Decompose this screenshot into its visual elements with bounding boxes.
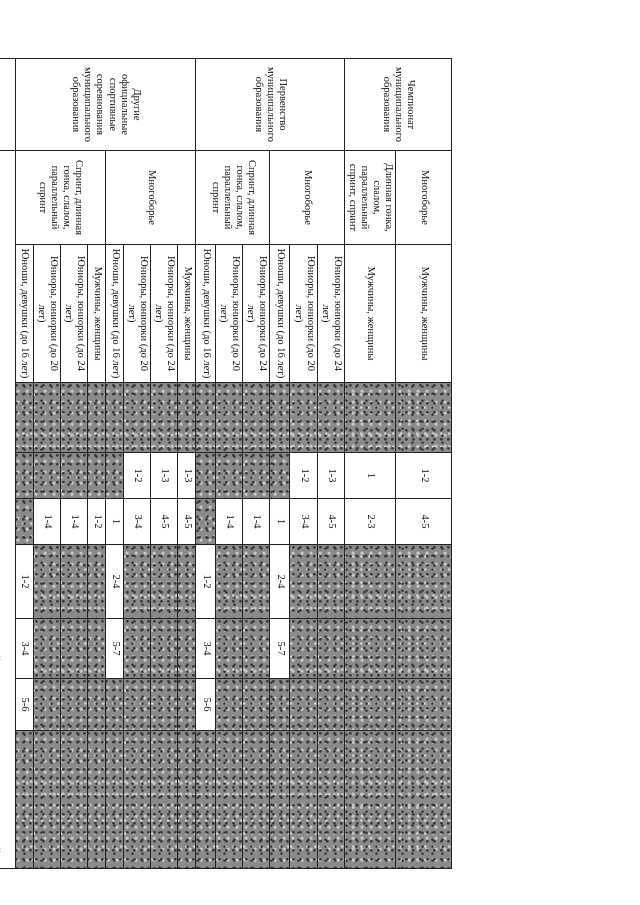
- shaded-cell: [243, 619, 270, 679]
- shaded-cell: [88, 731, 106, 869]
- discipline-cell: Многоборье: [106, 151, 196, 245]
- value-cell: 1-3: [317, 453, 344, 499]
- shaded-cell: [344, 619, 395, 679]
- shaded-cell: [317, 619, 344, 679]
- shaded-cell: [243, 383, 270, 453]
- shaded-cell: [33, 453, 60, 499]
- value-cell: 1-3: [178, 453, 196, 499]
- shaded-cell: [396, 383, 452, 453]
- group-cell: Юниоры, юниорки (до 24 лет): [60, 245, 87, 383]
- shaded-cell: [290, 679, 317, 731]
- shaded-cell: [124, 383, 151, 453]
- shaded-cell: [124, 731, 151, 869]
- shaded-cell: [33, 679, 60, 731]
- group-cell: Мужчины, женщины: [344, 245, 395, 383]
- shaded-cell: [290, 731, 317, 869]
- shaded-cell: [151, 619, 178, 679]
- value-cell: 1-2: [88, 499, 106, 545]
- shaded-cell: [196, 731, 216, 869]
- value-cell: 1-2: [15, 545, 33, 619]
- table-row: [0, 59, 15, 869]
- shaded-cell: [60, 731, 87, 869]
- value-cell: 1-3: [151, 453, 178, 499]
- shaded-cell: [33, 383, 60, 453]
- shaded-cell: [396, 619, 452, 679]
- table-row: [243, 59, 270, 869]
- shaded-cell: [178, 679, 196, 731]
- group-cell: Юниоры, юниорки (до 24 лет): [243, 245, 270, 383]
- shaded-cell: [270, 679, 290, 731]
- value-cell: 1: [270, 499, 290, 545]
- shaded-cell: [344, 545, 395, 619]
- shaded-cell: [106, 383, 124, 453]
- group-cell: Мужчины, женщины: [88, 245, 106, 383]
- group-cell: Юниоры, юниорки (до 20 лет): [290, 245, 317, 383]
- value-cell: 1-4: [216, 499, 243, 545]
- shaded-cell: [15, 453, 33, 499]
- shaded-cell: [124, 545, 151, 619]
- shaded-cell: [15, 499, 33, 545]
- shaded-cell: [290, 619, 317, 679]
- table-row: [88, 59, 106, 869]
- group-cell: Юноши, девушки (до 16 лет): [15, 245, 33, 383]
- shaded-cell: [88, 545, 106, 619]
- shaded-cell: [344, 383, 395, 453]
- shaded-cell: [344, 731, 395, 869]
- category-cell: Первенство муниципального образования: [196, 59, 345, 151]
- discipline-cell: Спринт, длинная гонка, слалом, параллельный спринт: [15, 151, 105, 245]
- table-row: [344, 59, 395, 869]
- shaded-cell: [106, 731, 124, 869]
- shaded-cell: [243, 453, 270, 499]
- value-cell: 4-5: [178, 499, 196, 545]
- value-cell: 5-7: [106, 619, 124, 679]
- value-cell: 2-4: [106, 545, 124, 619]
- value-cell: 4-5: [317, 499, 344, 545]
- value-cell: 5-6: [196, 679, 216, 731]
- value-cell: 1-2: [396, 453, 452, 499]
- shaded-cell: [270, 453, 290, 499]
- shaded-cell: [60, 453, 87, 499]
- value-cell: 5-7: [270, 619, 290, 679]
- value-cell: 4-5: [151, 499, 178, 545]
- shaded-cell: [124, 619, 151, 679]
- landscape-content: [19, 58, 452, 868]
- shaded-cell: [344, 679, 395, 731]
- value-cell: 1-2: [196, 545, 216, 619]
- shaded-cell: [33, 731, 60, 869]
- shaded-cell: [124, 679, 151, 731]
- shaded-cell: [216, 383, 243, 453]
- value-cell: 1-2: [290, 453, 317, 499]
- shaded-cell: [60, 619, 87, 679]
- shaded-cell: [216, 545, 243, 619]
- group-cell: Юниоры, юниорки (до 20 лет): [216, 245, 243, 383]
- shaded-cell: [178, 731, 196, 869]
- shaded-cell: [216, 619, 243, 679]
- value-cell: 3-4: [124, 499, 151, 545]
- value-cell: 3-4: [290, 499, 317, 545]
- shaded-cell: [60, 545, 87, 619]
- table-row: [178, 59, 196, 869]
- shaded-cell: [178, 383, 196, 453]
- sport-rank-table: [0, 58, 452, 869]
- discipline-cell: Спринт, длинная гонка, слалом, параллельный спринт: [196, 151, 270, 245]
- shaded-cell: [88, 679, 106, 731]
- shaded-cell: [270, 731, 290, 869]
- value-cell: 1-4: [243, 499, 270, 545]
- group-cell: Мужчины, женщины: [396, 245, 452, 383]
- discipline-cell: Многоборье: [270, 151, 344, 245]
- value-cell: 2-3: [344, 499, 395, 545]
- discipline-cell: Многоборье: [396, 151, 452, 245]
- shaded-cell: [317, 731, 344, 869]
- shaded-cell: [178, 619, 196, 679]
- group-cell: Юноши, девушки (до 16 лет): [270, 245, 290, 383]
- shaded-cell: [317, 383, 344, 453]
- shaded-cell: [396, 545, 452, 619]
- shaded-cell: [88, 619, 106, 679]
- shaded-cell: [290, 545, 317, 619]
- shaded-cell: [151, 383, 178, 453]
- shaded-cell: [243, 545, 270, 619]
- category-cell: Другие официальные спортивные соревнования муниципального образования: [15, 59, 196, 151]
- shaded-cell: [196, 453, 216, 499]
- shaded-cell: [317, 679, 344, 731]
- shaded-cell: [290, 383, 317, 453]
- shaded-cell: [396, 731, 452, 869]
- value-cell: 1-2: [124, 453, 151, 499]
- discipline-cell: Длинная гонка, слалом, параллельный спринт, спринт: [344, 151, 395, 245]
- shaded-cell: [33, 545, 60, 619]
- value-cell: 4-5: [396, 499, 452, 545]
- shaded-cell: [270, 383, 290, 453]
- rotated-page: [19, 58, 452, 868]
- group-cell: Юниоры, юниорки (до 20 лет): [124, 245, 151, 383]
- value-cell: 1-4: [33, 499, 60, 545]
- shaded-cell: [15, 731, 33, 869]
- shaded-cell: [196, 499, 216, 545]
- value-cell: 1: [344, 453, 395, 499]
- table-row: [317, 59, 344, 869]
- shaded-cell: [196, 383, 216, 453]
- group-cell: Юноши, девушки (до 16 лет): [196, 245, 216, 383]
- value-cell: 3-4: [196, 619, 216, 679]
- shaded-cell: [243, 731, 270, 869]
- value-cell: 1-4: [60, 499, 87, 545]
- conditions-text: [0, 151, 15, 869]
- shaded-cell: [60, 679, 87, 731]
- shaded-cell: [243, 679, 270, 731]
- group-cell: Юниоры, юниорки (до 24 лет): [317, 245, 344, 383]
- category-cell: Чемпионат муниципального образования: [344, 59, 451, 151]
- shaded-cell: [151, 545, 178, 619]
- shaded-cell: [88, 383, 106, 453]
- group-cell: Юниоры, юниорки (до 24 лет): [151, 245, 178, 383]
- value-cell: 1: [106, 499, 124, 545]
- shaded-cell: [216, 731, 243, 869]
- group-cell: Юниоры, юниорки (до 20 лет): [33, 245, 60, 383]
- shaded-cell: [317, 545, 344, 619]
- shaded-cell: [178, 545, 196, 619]
- shaded-cell: [33, 619, 60, 679]
- value-cell: 2-4: [270, 545, 290, 619]
- table-row: [396, 59, 452, 869]
- value-cell: 5-6: [15, 679, 33, 731]
- shaded-cell: [151, 679, 178, 731]
- shaded-cell: [88, 453, 106, 499]
- category-cell: [0, 59, 15, 151]
- group-cell: Юноши, девушки (до 16 лет): [106, 245, 124, 383]
- shaded-cell: [396, 679, 452, 731]
- shaded-cell: [216, 679, 243, 731]
- shaded-cell: [216, 453, 243, 499]
- shaded-cell: [60, 383, 87, 453]
- shaded-cell: [106, 453, 124, 499]
- group-cell: Мужчины, женщины: [178, 245, 196, 383]
- value-cell: 3-4: [15, 619, 33, 679]
- shaded-cell: [15, 383, 33, 453]
- shaded-cell: [151, 731, 178, 869]
- shaded-cell: [106, 679, 124, 731]
